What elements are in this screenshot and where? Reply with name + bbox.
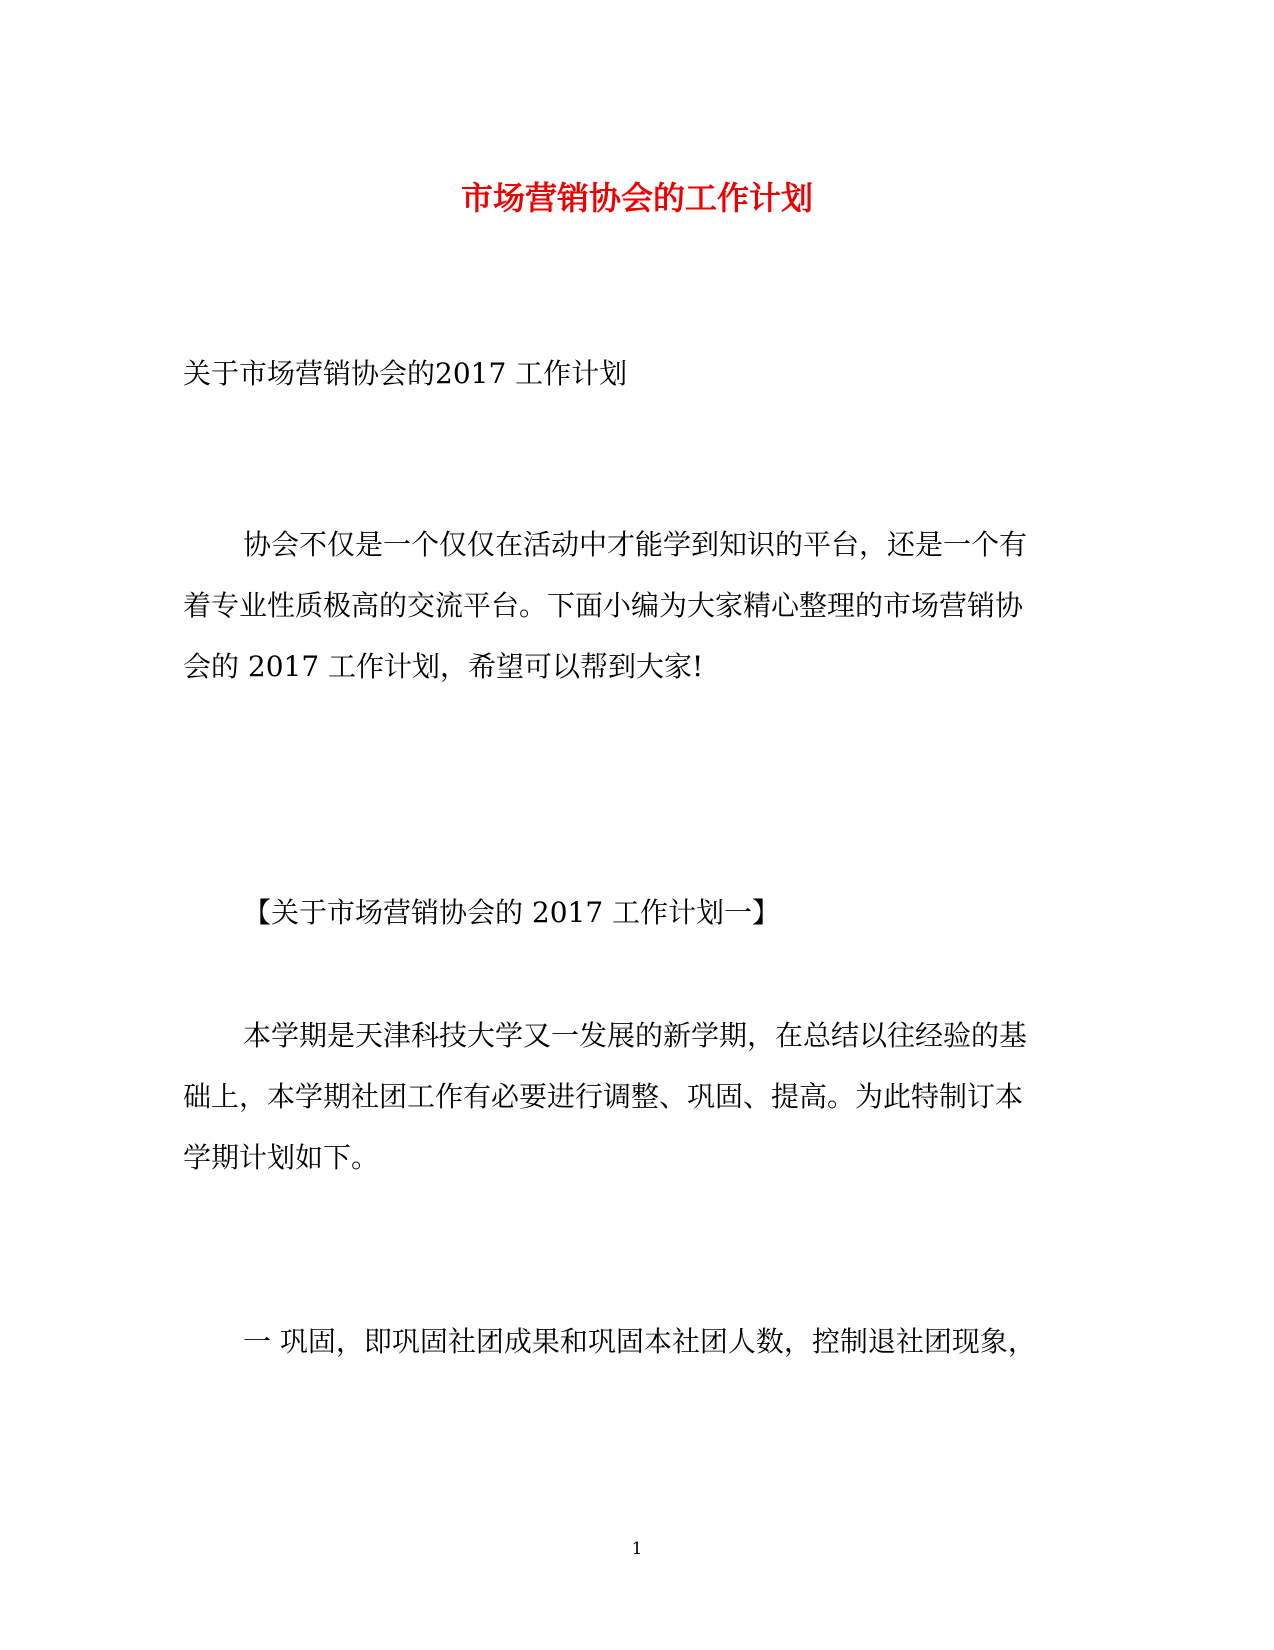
page-number: 1 [631, 1539, 643, 1559]
paragraph-1-line-1: 本学期是天津科技大学又一发展的新学期，在总结以往经验的基 [243, 1019, 1028, 1052]
paragraph-1-line-2: 础上，本学期社团工作有必要进行调整、巩固、提高。为此特制订本 [183, 1080, 1024, 1113]
section-heading: 【关于市场营销协会的 2017 工作计划一】 [243, 896, 781, 929]
intro-line-1: 协会不仅是一个仅仅在活动中才能学到知识的平台，还是一个有 [243, 528, 1028, 561]
intro-line-2: 着专业性质极高的交流平台。下面小编为大家精心整理的市场营销协 [183, 589, 1024, 622]
intro-line-3: 会的 2017 工作计划，希望可以帮到大家! [183, 650, 704, 683]
document-title: 市场营销协会的工作计划 [460, 179, 813, 217]
document-subtitle: 关于市场营销协会的2017 工作计划 [183, 357, 628, 390]
item-1-line-1: 一 巩固，即巩固社团成果和巩固本社团人数，控制退社团现象， [243, 1325, 1036, 1358]
paragraph-1-line-3: 学期计划如下。 [183, 1141, 380, 1174]
